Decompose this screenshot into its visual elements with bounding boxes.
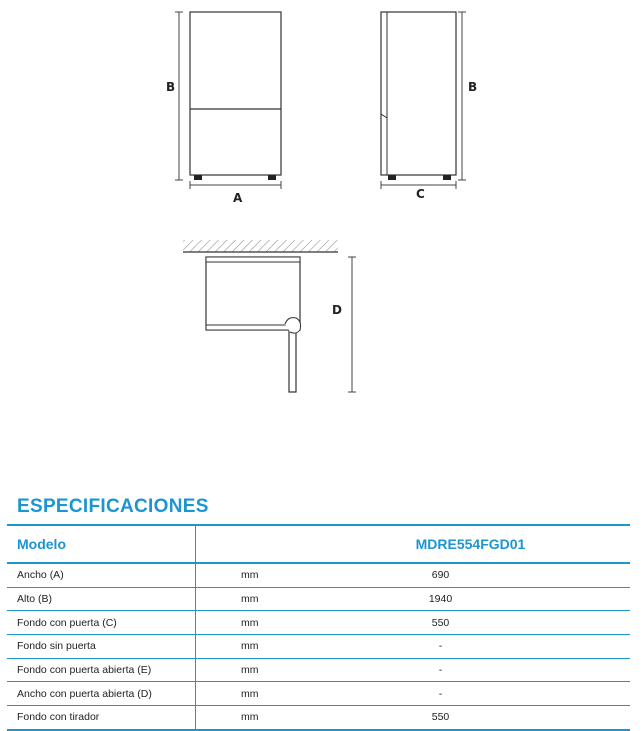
header-model-label: Modelo xyxy=(7,525,196,563)
row-unit: mm xyxy=(196,635,322,659)
row-label: Fondo con puerta abierta (E) xyxy=(7,658,196,682)
row-label: Ancho (A) xyxy=(7,563,196,587)
row-value: 550 xyxy=(321,706,630,730)
fridge-top-body xyxy=(206,257,300,330)
side-dim-b-label: B xyxy=(468,80,478,94)
wall-hatch xyxy=(183,240,338,252)
row-label: Fondo sin puerta xyxy=(7,635,196,659)
top-view-open-door xyxy=(183,240,356,392)
top-dim-d-label: D xyxy=(332,303,342,317)
row-unit: mm xyxy=(196,706,322,730)
side-foot-left xyxy=(388,175,396,180)
front-view xyxy=(166,12,281,205)
row-label: Alto (B) xyxy=(7,587,196,611)
specs-header-row xyxy=(7,525,630,563)
fridge-side-body xyxy=(381,12,456,175)
front-dim-a-label: A xyxy=(233,191,243,205)
table-row xyxy=(7,611,630,635)
header-model-name: MDRE554FGD01 xyxy=(321,525,630,563)
specs-title: ESPECIFICACIONES xyxy=(17,496,209,517)
row-unit: mm xyxy=(196,658,322,682)
open-door-panel xyxy=(289,325,296,392)
front-dim-b-label: B xyxy=(166,80,176,94)
row-unit: mm xyxy=(196,587,322,611)
row-value: 550 xyxy=(321,611,630,635)
table-row xyxy=(7,706,630,730)
side-foot-right xyxy=(443,175,451,180)
row-value: - xyxy=(321,635,630,659)
row-label: Fondo con tirador xyxy=(7,706,196,730)
row-label: Fondo con puerta (C) xyxy=(7,611,196,635)
table-row xyxy=(7,635,630,659)
row-value: 690 xyxy=(321,563,630,587)
specs-table xyxy=(7,524,630,731)
row-unit: mm xyxy=(196,611,322,635)
front-foot-right xyxy=(268,175,276,180)
fridge-front-body xyxy=(190,12,281,175)
table-row xyxy=(7,658,630,682)
row-unit: mm xyxy=(196,563,322,587)
front-foot-left xyxy=(194,175,202,180)
side-view xyxy=(381,12,477,201)
door-hinge xyxy=(285,318,301,334)
row-label: Ancho con puerta abierta (D) xyxy=(7,682,196,706)
header-unit-cell xyxy=(196,525,322,563)
side-dim-c-label: C xyxy=(416,187,425,201)
fridge-top-back xyxy=(206,257,300,262)
row-value: - xyxy=(321,658,630,682)
table-row xyxy=(7,563,630,587)
row-unit: mm xyxy=(196,682,322,706)
row-value: - xyxy=(321,682,630,706)
table-row xyxy=(7,587,630,611)
row-value: 1940 xyxy=(321,587,630,611)
table-row xyxy=(7,682,630,706)
